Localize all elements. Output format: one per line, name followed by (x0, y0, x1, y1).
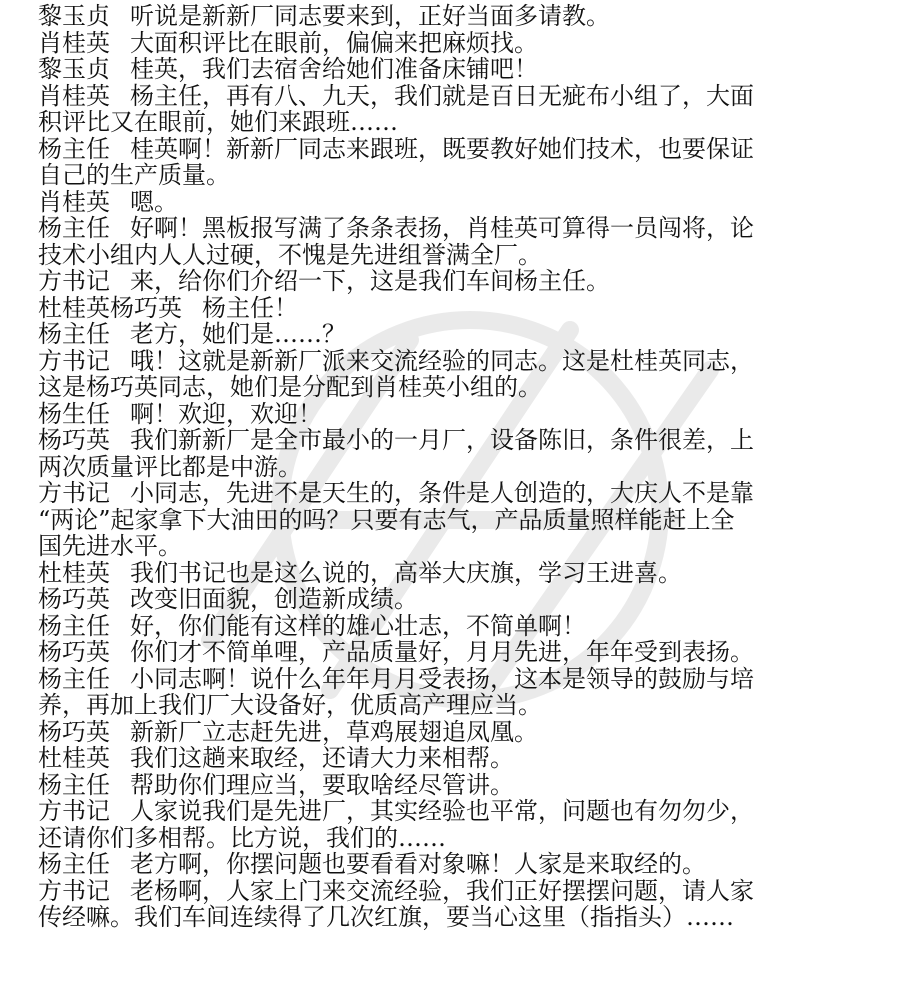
speaker-name: 杨主任 (38, 320, 110, 348)
speaker-name: 黎玉贞 (38, 2, 110, 30)
dialogue-text: 帮助你们理应当，要取啥经尽管讲。 (130, 770, 514, 799)
dialogue-text: 老杨啊，人家上门来交流经验，我们正好摆摆问题，请人家 (130, 876, 754, 905)
dialogue-continuation (38, 454, 874, 481)
dialogue-text: 哦！这就是新新厂派来交流经验的同志。这是杜桂英同志， (130, 346, 754, 375)
dialogue-text: 我们书记也是这么说的，高举大庆旗，学习王进喜。 (130, 558, 682, 587)
speaker-name: 杨主任 (38, 134, 110, 163)
dialogue-line (38, 348, 874, 375)
speaker-name: 肖桂英 (38, 81, 110, 110)
dialogue-line (38, 427, 874, 454)
dialogue-line (38, 268, 874, 295)
speaker-name: 杨巧英 (38, 638, 110, 666)
dialogue-continuation (38, 507, 874, 534)
dialogue-continuation (38, 242, 874, 269)
dialogue-text: 人家说我们是先进厂，其实经验也平常，问题也有勿勿少， (130, 797, 754, 825)
dialogue-line (38, 878, 874, 905)
speaker-name: 方书记 (38, 267, 110, 295)
dialogue-continuation (38, 374, 874, 401)
dialogue-line (38, 586, 874, 613)
dialogue-text: 你们才不简单哩，产品质量好，月月先进，年年受到表扬。 (130, 638, 754, 666)
dialogue-continuation (38, 533, 874, 560)
speaker-name: 杨生任 (38, 399, 110, 428)
dialogue-continuation (38, 904, 874, 931)
speaker-name: 杜桂英 (38, 558, 110, 587)
dialogue-line (38, 480, 874, 507)
dialogue-text: 积评比又在眼前，她们来跟班…… (38, 108, 398, 136)
dialogue-text: 好啊！黑板报写满了条条表扬，肖桂英可算得一员闯将，论 (130, 214, 754, 242)
dialogue-line (38, 83, 874, 110)
dialogue-continuation (38, 692, 874, 719)
dialogue-continuation (38, 162, 874, 189)
dialogue-line (38, 851, 874, 878)
dialogue-line (38, 666, 874, 693)
dialogue-line (38, 639, 874, 666)
dialogue-line (38, 613, 874, 640)
dialogue-text: “两论”起家拿下大油田的吗？只要有志气，产品质量照样能赶上全 (38, 505, 735, 534)
speaker-name: 黎玉贞 (38, 55, 110, 83)
dialogue-text: 啊！欢迎，欢迎！ (130, 399, 322, 428)
dialogue-text: 还请你们多相帮。比方说，我们的…… (38, 823, 446, 852)
speaker-name: 杨主任 (38, 770, 110, 799)
dialogue-text: 好，你们能有这样的雄心壮志，不简单啊！ (130, 611, 586, 640)
speaker-name: 杨巧英 (38, 426, 110, 454)
dialogue-text: 国先进水平。 (38, 532, 182, 560)
dialogue-line (38, 401, 874, 428)
speaker-name: 杨主任 (38, 850, 110, 878)
dialogue-line (38, 772, 874, 799)
dialogue-text: 老方啊，你摆问题也要看看对象嘛！人家是来取经的。 (130, 850, 706, 878)
script-page (38, 3, 874, 931)
dialogue-line (38, 798, 874, 825)
dialogue-line (38, 56, 874, 83)
dialogue-text: 我们这趟来取经，还请大力来相帮。 (130, 744, 514, 772)
speaker-name: 肖桂英 (38, 28, 110, 57)
speaker-name: 杨巧英 (38, 717, 110, 746)
dialogue-line (38, 295, 874, 322)
dialogue-text: 新新厂立志赶先进，草鸡展翅追凤凰。 (130, 717, 538, 746)
dialogue-line (38, 321, 874, 348)
speaker-name: 方书记 (38, 479, 110, 507)
dialogue-text: 来，给你们介绍一下，这是我们车间杨主任。 (130, 267, 610, 295)
dialogue-continuation (38, 109, 874, 136)
dialogue-text: 自己的生产质量。 (38, 161, 230, 189)
dialogue-text: 小同志啊！说什么年年月月受表扬，这本是领导的鼓励与培 (130, 664, 754, 693)
dialogue-text: 大面积评比在眼前，偏偏来把麻烦找。 (130, 28, 538, 57)
dialogue-text: 听说是新新厂同志要来到，正好当面多请教。 (130, 2, 610, 30)
dialogue-line (38, 719, 874, 746)
dialogue-text: 这是杨巧英同志，她们是分配到肖桂英小组的。 (38, 373, 542, 401)
speaker-name: 肖桂英 (38, 187, 110, 216)
speaker-name: 方书记 (38, 876, 110, 905)
speaker-name: 杨主任 (38, 611, 110, 640)
speaker-name: 杜桂英 (38, 744, 110, 772)
dialogue-text: 养，再加上我们厂大设备好，优质高产理应当。 (38, 691, 542, 719)
dialogue-text: 传经嘛。我们车间连续得了几次红旗，要当心这里（指指头）…… (38, 903, 734, 931)
dialogue-line (38, 189, 874, 216)
speaker-name: 杜桂英杨巧英 (38, 293, 182, 322)
dialogue-line (38, 745, 874, 772)
dialogue-line (38, 136, 874, 163)
speaker-name: 方书记 (38, 797, 110, 825)
dialogue-continuation (38, 825, 874, 852)
dialogue-text: 小同志，先进不是天生的，条件是人创造的，大庆人不是靠 (130, 479, 754, 507)
dialogue-text: 技术小组内人人过硬，不愧是先进组誉满全厂。 (38, 240, 542, 269)
speaker-name: 杨巧英 (38, 585, 110, 613)
dialogue-text: 我们新新厂是全市最小的一月厂，设备陈旧，条件很差，上 (130, 426, 754, 454)
dialogue-text: 杨主任！ (202, 293, 298, 322)
dialogue-text: 嗯。 (130, 187, 178, 216)
dialogue-line (38, 3, 874, 30)
dialogue-text: 老方，她们是……？ (130, 320, 346, 348)
dialogue-line (38, 215, 874, 242)
speaker-name: 杨主任 (38, 214, 110, 242)
dialogue-text: 桂英，我们去宿舍给她们准备床铺吧！ (130, 55, 538, 83)
dialogue-line (38, 560, 874, 587)
dialogue-text: 桂英啊！新新厂同志来跟班，既要教好她们技术，也要保证 (130, 134, 754, 163)
dialogue-text: 杨主任，再有八、九天，我们就是百日无疵布小组了，大面 (130, 81, 754, 110)
speaker-name: 方书记 (38, 346, 110, 375)
dialogue-line (38, 30, 874, 57)
dialogue-text: 两次质量评比都是中游。 (38, 452, 302, 481)
speaker-name: 杨主任 (38, 664, 110, 693)
dialogue-text: 改变旧面貌，创造新成绩。 (130, 585, 418, 613)
